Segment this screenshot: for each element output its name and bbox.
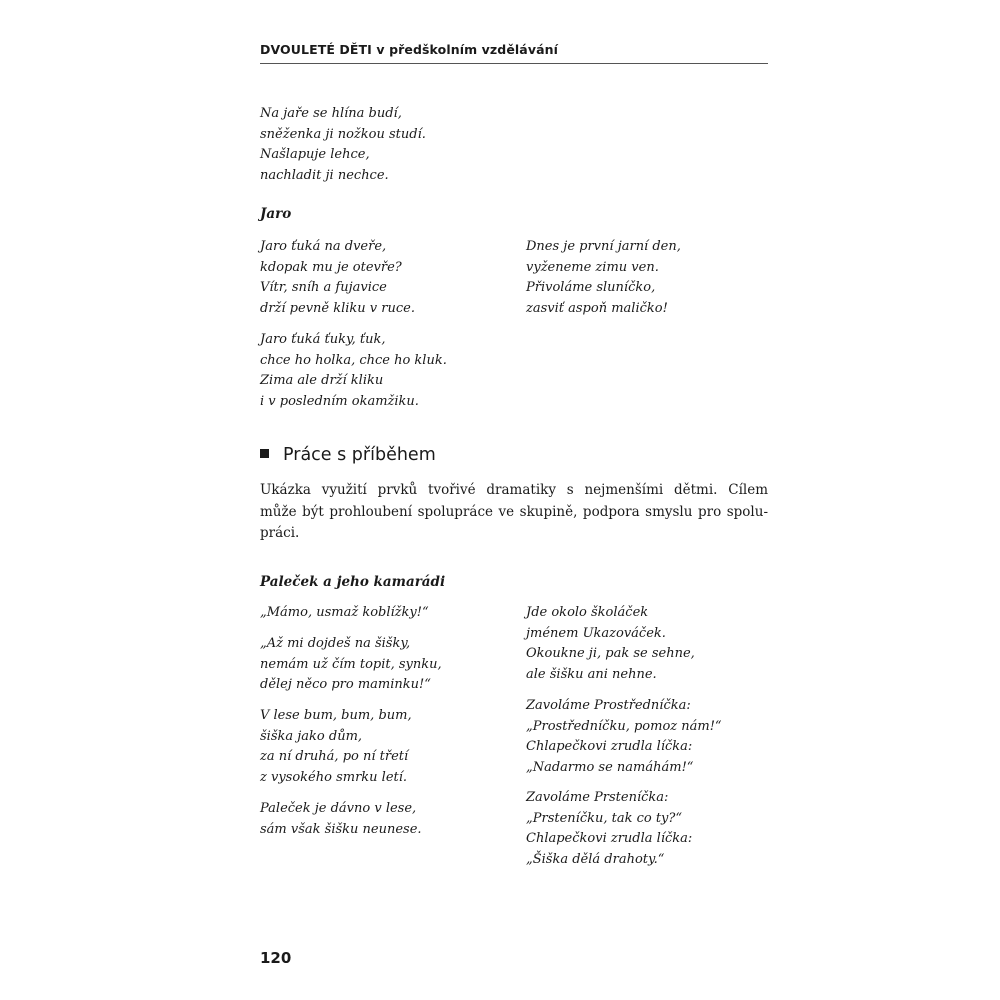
poem-line: nemám už čím topit, synku, <box>260 656 442 672</box>
poem-palecek-right-stanza-1 <box>526 603 695 685</box>
poem-line: sám však šišku neunese. <box>260 821 422 837</box>
poem-line: Jaro ťuká na dveře, <box>260 239 387 254</box>
poem-line: „Až mi dojdeš na šišky, <box>260 636 411 651</box>
poem-palecek-right-stanza-3 <box>526 788 692 870</box>
poem-title-jaro: Jaro <box>260 206 292 222</box>
poem-line: „Prostředníčku, pomoz nám!“ <box>526 718 722 734</box>
poem-line: Jde okolo školáček <box>526 605 649 620</box>
poem-line: Okoukne ji, pak se sehne, <box>526 646 695 661</box>
running-header-bold: DVOULETÉ DĚTI <box>260 42 372 57</box>
poem-palecek-left-stanza-1 <box>260 603 429 624</box>
poem-line: drží pevně kliku v ruce. <box>260 300 415 316</box>
poem-intro <box>260 104 426 186</box>
poem-line: zasviť aspoň maličko! <box>526 300 668 316</box>
section-paragraph <box>260 480 768 545</box>
poem-palecek-right-stanza-2 <box>526 696 722 778</box>
poem-line: Našlapuje lehce, <box>260 147 370 162</box>
poem-line: Na jaře se hlína budí, <box>260 106 402 121</box>
poem-line: Zavoláme Prsteníčka: <box>526 790 669 805</box>
poem-line: kdopak mu je otevře? <box>260 259 402 275</box>
poem-line: „Šiška dělá drahoty.“ <box>526 851 665 867</box>
poem-line: dělej něco pro maminku!“ <box>260 677 431 692</box>
header-rule <box>260 63 768 64</box>
poem-line: chce ho holka, chce ho kluk. <box>260 352 447 368</box>
poem-line: šiška jako dům, <box>260 728 363 744</box>
running-header <box>260 42 768 57</box>
poem-line: Přivoláme sluníčko, <box>526 280 656 295</box>
poem-line: vyženeme zimu ven. <box>526 259 659 275</box>
poem-line: „Prsteníčku, tak co ty?“ <box>526 810 683 826</box>
running-header-rest: v předškolním vzdělávání <box>371 42 558 57</box>
poem-title-palecek: Paleček a jeho kamarádi <box>260 574 446 590</box>
page-number: 120 <box>260 949 292 967</box>
poem-palecek-left-stanza-2 <box>260 634 442 696</box>
poem-line: z vysokého smrku letí. <box>260 769 408 785</box>
poem-line: „Nadarmo se namáhám!“ <box>526 759 694 775</box>
poem-line: V lese bum, bum, bum, <box>260 708 412 723</box>
poem-line: Zima ale drží kliku <box>260 373 384 388</box>
poem-line: za ní druhá, po ní třetí <box>260 749 409 764</box>
poem-palecek-left-stanza-3 <box>260 706 412 788</box>
poem-jaro-left-stanza-1 <box>260 237 415 319</box>
poem-palecek-left-stanza-4 <box>260 799 422 840</box>
poem-jaro-right-stanza-1 <box>526 237 681 319</box>
poem-jaro-left-stanza-2 <box>260 330 447 412</box>
poem-line: Chlapečkovi zrudla líčka: <box>526 831 693 846</box>
paragraph-line: může být prohloubení spolupráce ve skupině, podpora smyslu pro spolu- <box>260 503 768 520</box>
section-heading-text: Práce s příběhem <box>283 445 436 465</box>
section-heading <box>260 445 436 465</box>
poem-line: Chlapečkovi zrudla líčka: <box>526 739 693 754</box>
poem-line: i v posledním okamžiku. <box>260 393 419 409</box>
paragraph-line: Ukázka využití prvků tvořivé dramatiky s nejmenšími dětmi. Cílem <box>260 482 768 498</box>
poem-line: jménem Ukazováček. <box>526 625 666 641</box>
paragraph-line: práci. <box>260 525 300 541</box>
poem-line: ale šišku ani nehne. <box>526 666 657 682</box>
poem-line: Paleček je dávno v lese, <box>260 801 417 816</box>
bullet-square-icon <box>260 449 269 458</box>
poem-line: „Mámo, usmaž koblížky!“ <box>260 605 429 620</box>
poem-line: Zavoláme Prostředníčka: <box>526 698 691 713</box>
poem-line: Jaro ťuká ťuky, ťuk, <box>260 332 386 347</box>
poem-line: nachladit ji nechce. <box>260 167 389 183</box>
poem-line: Vítr, sníh a fujavice <box>260 280 387 295</box>
poem-line: sněženka ji nožkou studí. <box>260 126 426 142</box>
poem-line: Dnes je první jarní den, <box>526 239 681 254</box>
